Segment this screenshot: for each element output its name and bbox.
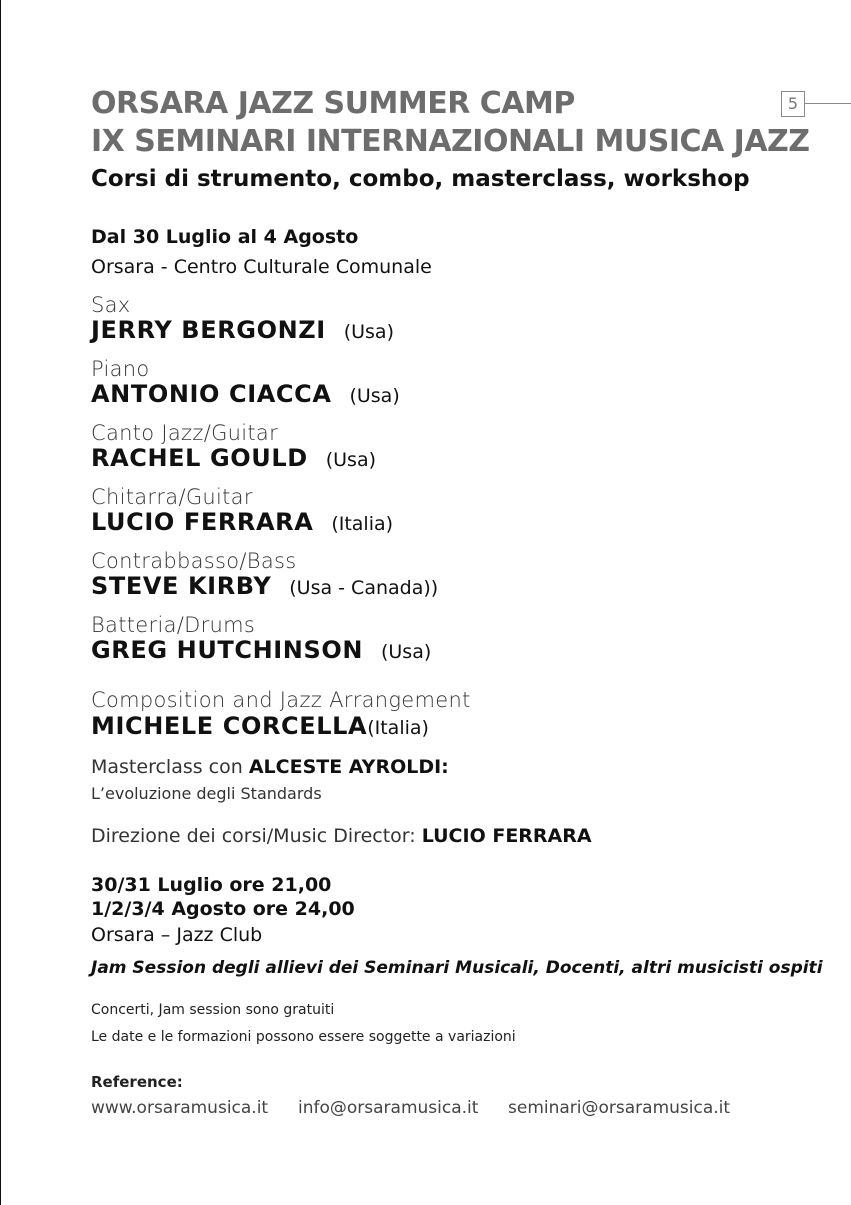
- dates: Dal 30 Luglio al 4 Agosto: [91, 226, 359, 248]
- title-line-2: IX SEMINARI INTERNAZIONALI MUSICA JAZZ: [91, 124, 810, 159]
- teacher-name: STEVE KIRBY (Usa - Canada)): [91, 572, 439, 600]
- masterclass-line: Masterclass con ALCESTE AYROLDI:: [91, 756, 449, 778]
- subtitle: Corsi di strumento, combo, masterclass, workshop: [91, 166, 750, 192]
- note-free: Concerti, Jam session sono gratuiti: [91, 1002, 335, 1018]
- reference-email-info[interactable]: info@orsaramusica.it: [298, 1098, 479, 1118]
- jam-date-1: 30/31 Luglio ore 21,00: [91, 874, 332, 896]
- teacher-country: (Italia): [367, 717, 429, 739]
- teacher-name: ANTONIO CIACCA (Usa): [91, 380, 400, 408]
- jam-description: Jam Session degli allievi dei Seminari Musicali, Docenti, altri musicisti ospiti: [91, 958, 823, 978]
- reference-email-seminari[interactable]: seminari@orsaramusica.it: [508, 1098, 731, 1118]
- teacher-role: Contrabbasso/Bass: [91, 549, 297, 573]
- teacher-country: (Usa): [343, 321, 394, 343]
- jam-date-2: 1/2/3/4 Agosto ore 24,00: [91, 898, 355, 920]
- teacher-role: Sax: [91, 293, 131, 317]
- reference-website[interactable]: www.orsaramusica.it: [91, 1098, 269, 1118]
- jam-venue: Orsara – Jazz Club: [91, 924, 263, 946]
- reference-label: Reference:: [91, 1073, 183, 1091]
- teacher-name: LUCIO FERRARA (Italia): [91, 508, 394, 536]
- teacher-country: (Usa - Canada)): [289, 577, 439, 599]
- left-edge-line: [0, 0, 1, 1205]
- venue: Orsara - Centro Culturale Comunale: [91, 256, 432, 278]
- note-variations: Le date e le formazioni possono essere soggette a variazioni: [91, 1029, 516, 1045]
- teacher-role: Chitarra/Guitar: [91, 485, 253, 509]
- title-line-1: ORSARA JAZZ SUMMER CAMP: [91, 86, 575, 121]
- teacher-role: Piano: [91, 357, 150, 381]
- teacher-name: RACHEL GOULD (Usa): [91, 444, 377, 472]
- teacher-country: (Usa): [380, 641, 432, 663]
- teacher-role: Composition and Jazz Arrangement: [91, 688, 471, 712]
- teacher-name: GREG HUTCHINSON (Usa): [91, 636, 432, 664]
- teacher-country: (Usa): [349, 385, 400, 407]
- page-number: 5: [781, 91, 805, 117]
- teacher-name: MICHELE CORCELLA(Italia): [91, 712, 429, 740]
- music-director: Direzione dei corsi/Music Director: LUCIO FERRARA: [91, 825, 592, 847]
- teacher-role: Batteria/Drums: [91, 613, 256, 637]
- masterclass-topic: L’evoluzione degli Standards: [91, 784, 322, 803]
- teacher-country: (Italia): [331, 513, 394, 535]
- teacher-name: JERRY BERGONZI (Usa): [91, 316, 394, 344]
- page-number-rule: [805, 103, 851, 104]
- teacher-country: (Usa): [325, 449, 377, 471]
- teacher-role: Canto Jazz/Guitar: [91, 421, 279, 445]
